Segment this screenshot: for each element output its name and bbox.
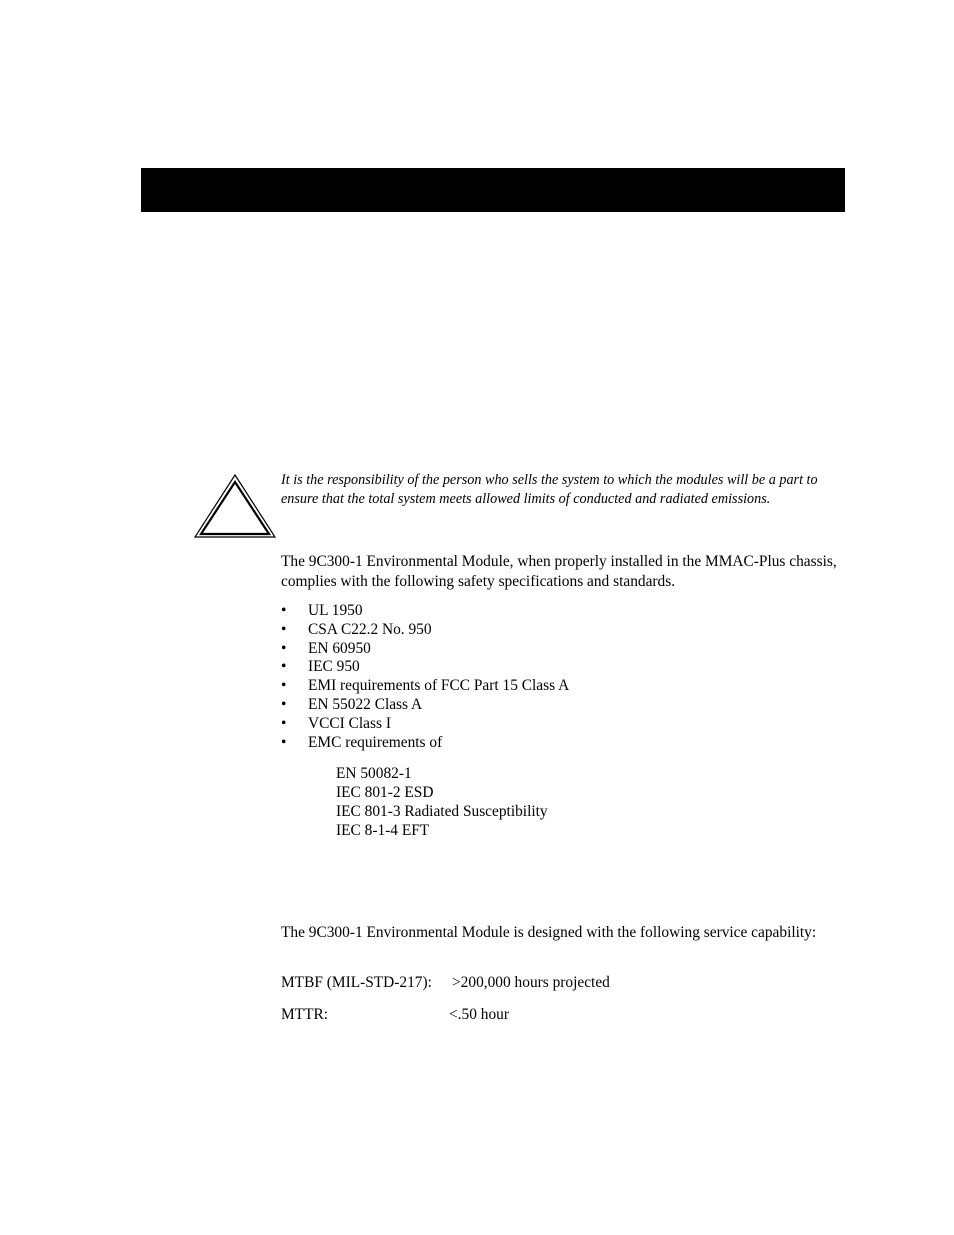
bullet-icon: • <box>281 695 287 713</box>
emc-standards-list <box>336 764 548 840</box>
bullet-icon: • <box>281 639 287 657</box>
mtbf-row <box>281 973 841 992</box>
bullet-icon: • <box>281 602 287 619</box>
list-item: IEC 8-1-4 EFT <box>336 822 430 839</box>
list-item: • EN 55022 Class A <box>281 695 423 713</box>
bullet-icon: • <box>281 677 287 695</box>
bullet-icon: • <box>281 620 287 638</box>
list-item: • EMC requirements of <box>281 733 443 751</box>
caution-note: It is the responsibility of the person who sells the system to which the modules will be a part to ensure that the total system meets allowed limits of conducted and radiated emissions. <box>281 472 818 507</box>
chapter-header-bar <box>141 168 845 212</box>
list-item: IEC 801-3 Radiated Susceptibility <box>336 803 548 820</box>
list-item: IEC 801-2 ESD <box>336 784 434 801</box>
safety-standards-list <box>281 602 569 752</box>
list-item: • EN 60950 <box>281 639 371 657</box>
bullet-icon: • <box>281 714 287 732</box>
bullet-icon: • <box>281 733 287 751</box>
mtbf-value: >200,000 hours projected <box>452 974 610 991</box>
list-item: • VCCI Class I <box>281 714 391 732</box>
mtbf-label: MTBF (MIL-STD-217): <box>281 974 432 991</box>
service-intro: The 9C300-1 Environmental Module is designed with the following service capability: <box>281 924 817 941</box>
list-item: • EMI requirements of FCC Part 15 Class A <box>281 677 570 695</box>
bullet-icon: • <box>281 658 287 676</box>
mttr-label: MTTR: <box>281 1006 329 1023</box>
warning-triangle-icon <box>193 473 277 539</box>
list-item: • UL 1950 <box>281 602 363 619</box>
list-item: • CSA C22.2 No. 950 <box>281 620 432 638</box>
mttr-value: <.50 hour <box>449 1006 509 1023</box>
list-item: EN 50082-1 <box>336 765 412 782</box>
list-item: • IEC 950 <box>281 658 360 676</box>
mttr-row <box>281 1005 841 1024</box>
safety-intro: The 9C300-1 Environmental Module, when properly installed in the MMAC-Plus chassis, complies with the following safety specifications and standards. <box>281 553 837 590</box>
